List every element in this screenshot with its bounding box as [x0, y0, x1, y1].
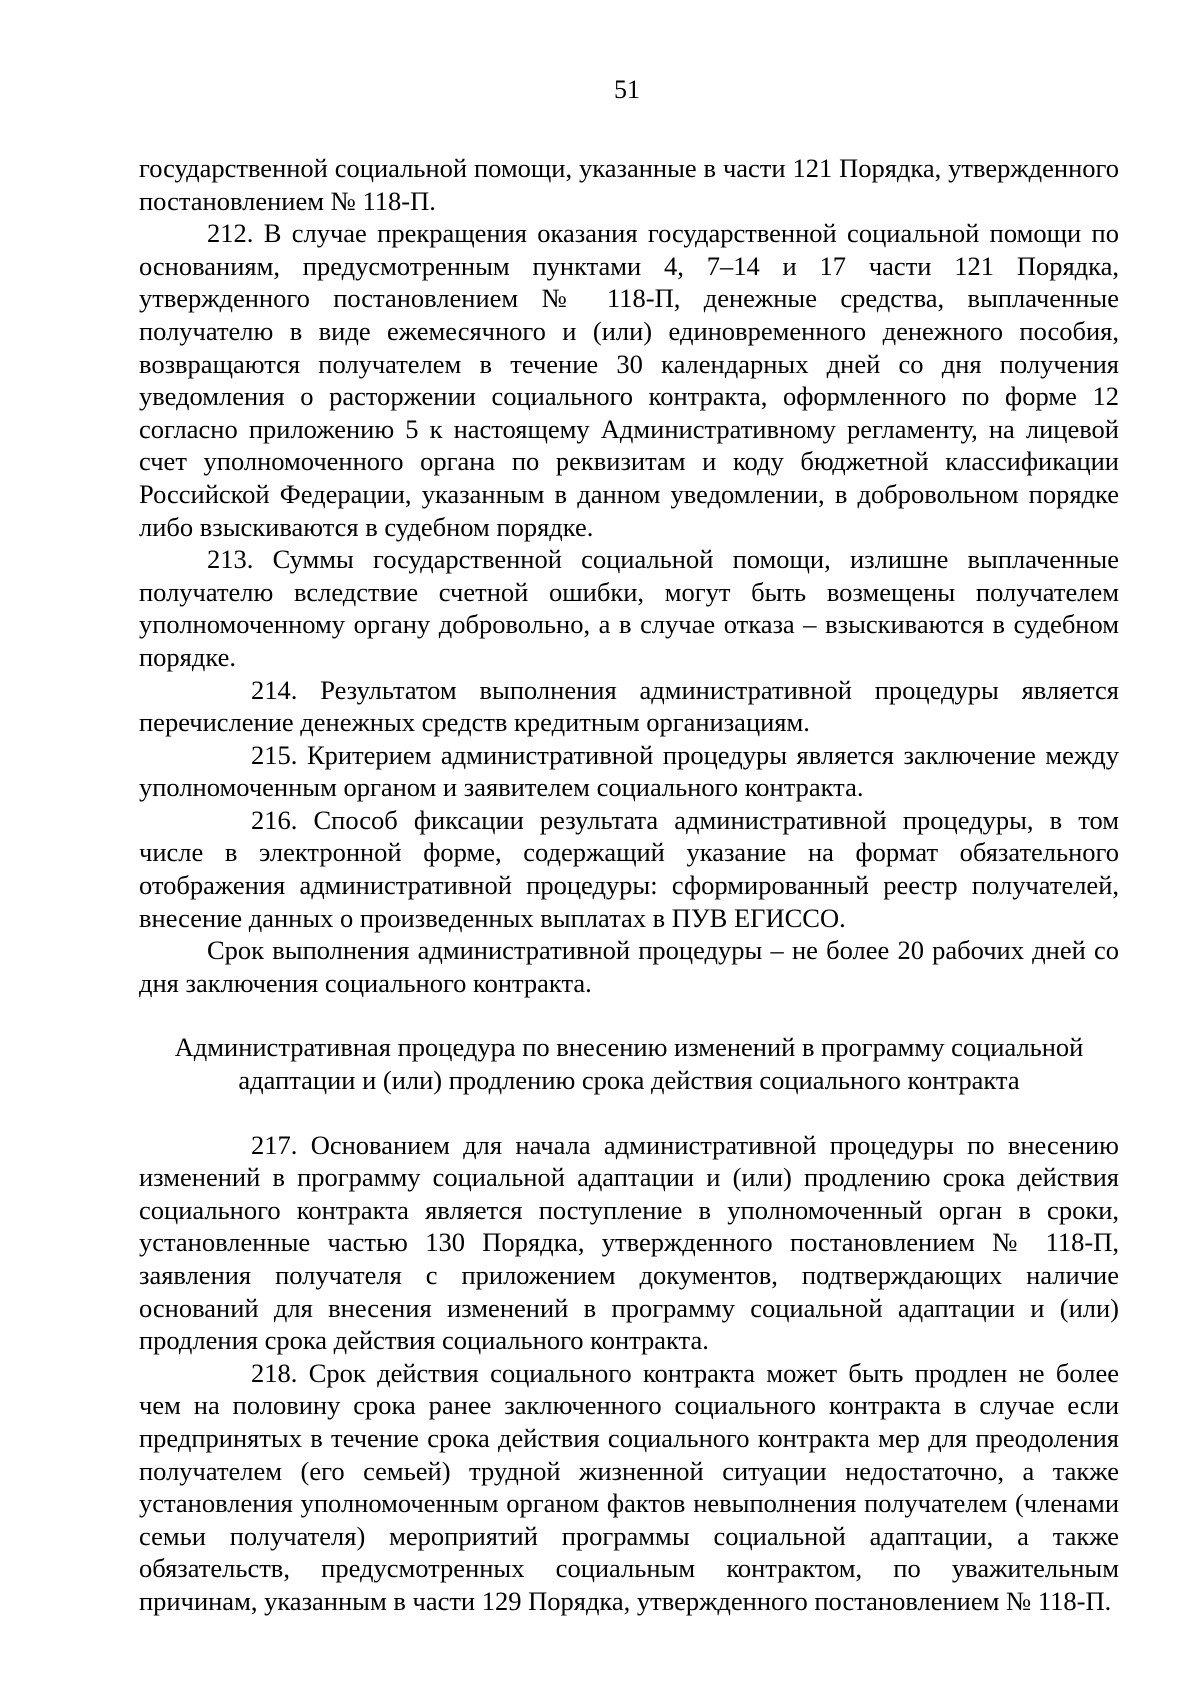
paragraph-218: 218. Срок действия социального контракта может быть продлен не более чем на половину срока ранее заключенного социального контракта в случае если предпринятых в течение срока действия социального контракта мер для преодоления получателем (его семьей) трудной жизненной ситуации недостаточно, а также установления уполномоченным органом фактов невыполнения получателем (членами семьи получателя) мероприятий программы социальной адаптации, а также обязательств, предусмотренных социальным контрактом, по уважительным причинам, указанным в части 129 Порядка, утвержденного постановлением № 118-П.	[139, 1357, 1119, 1616]
section-heading: Административная процедура по внесению изменений в программу социальной адаптации и (или) продлению срока действия социального контракта	[174, 1032, 1084, 1096]
paragraph-217: 217. Основанием для начала административной процедуры по внесению изменений в программу социальной адаптации и (или) продлению срока действия социального контракта является поступление в уполномоченный орган в сроки, установленные частью 130 Порядка, утвержденного постановлением № 118-П, заявления получателя с приложением документов, подтверждающих наличие оснований для внесения изменений в программу социальной адаптации и (или) продления срока действия социального контракта.	[139, 1129, 1119, 1356]
paragraph-214: 214. Результатом выполнения административной процедуры является перечисление денежных средств кредитным организациям.	[139, 674, 1119, 738]
paragraph-216: 216. Способ фиксации результата административной процедуры, в том числе в электронной форме, содержащий указание на формат обязательного отображения административной процедуры: сформированный реестр получателей, внесение данных о произведенных выплатах в ПУВ ЕГИССО.	[139, 804, 1119, 933]
paragraph-continuation: государственной социальной помощи, указанные в части 121 Порядка, утвержденного постановлением № 118-П.	[139, 153, 1119, 216]
paragraph-212: 212. В случае прекращения оказания государственной социальной помощи по основаниям, предусмотренным пунктами 4, 7–14 и 17 части 121 Порядка, утвержденного постановлением № 118-П, денежные средства, выплаченные получателю в виде ежемесячного и (или) единовременного денежного пособия, возвращаются получателем в течение 30 календарных дней со дня получения уведомления о расторжении социального контракта, оформленного по форме 12 согласно приложению 5 к настоящему Административному регламенту, на лицевой счет уполномоченного органа по реквизитам и коду бюджетной классификации Российской Федерации, указанным в данном уведомлении, в добровольном порядке либо взыскиваются в судебном порядке.	[139, 218, 1119, 542]
document-body	[139, 152, 1119, 1618]
paragraph-215: 215. Критерием административной процедуры является заключение между уполномоченным органом и заявителем социального контракта.	[139, 739, 1119, 803]
paragraph-213: 213. Суммы государственной социальной помощи, излишне выплаченные получателю вследствие счетной ошибки, могут быть возмещены получателем уполномоченному органу добровольно, а в случае отказа – взыскиваются в судебном порядке.	[139, 544, 1119, 672]
paragraph-deadline: Срок выполнения административной процедуры – не более 20 рабочих дней со дня заключения социального контракта.	[139, 935, 1119, 998]
page-number: 51	[614, 75, 640, 104]
